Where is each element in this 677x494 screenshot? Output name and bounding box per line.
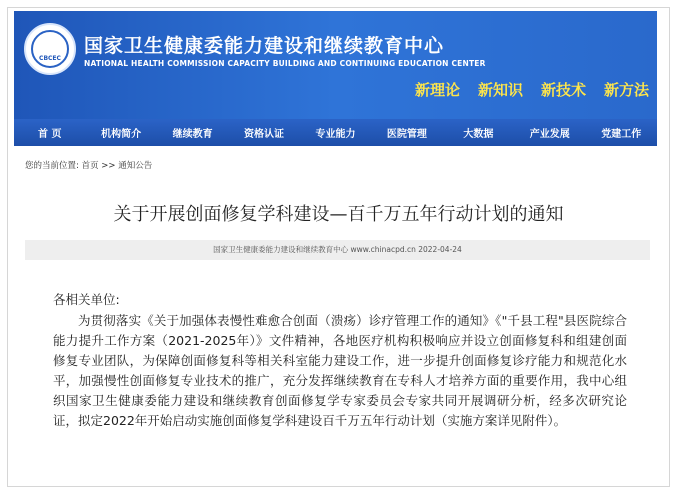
nav-item-continuing-education[interactable]: 继续教育 (172, 129, 213, 140)
breadcrumb-prefix: 您的当前位置: (25, 161, 79, 171)
article-title: 关于开展创面修复学科建设—百千万五年行动计划的通知 (113, 204, 564, 225)
slogan-method: 新方法 (603, 81, 649, 99)
breadcrumb-current-link[interactable]: 通知公告 (118, 161, 153, 171)
nav-item-home[interactable]: 首 页 (37, 129, 62, 140)
site-title-en: NATIONAL HEALTH COMMISSION CAPACITY BUILDING AND CONTINUING EDUCATION CENTER (84, 59, 486, 68)
nav-item-industry[interactable]: 产业发展 (529, 129, 570, 140)
main-nav (14, 119, 657, 146)
nav-item-professional-capacity[interactable]: 专业能力 (315, 129, 356, 140)
slogan-technology: 新技术 (540, 81, 586, 99)
nav-item-party-building[interactable]: 党建工作 (601, 129, 642, 140)
nav-item-hospital-management[interactable]: 医院管理 (386, 129, 427, 140)
logo-ring-icon (31, 30, 69, 68)
site-banner (14, 11, 657, 119)
slogan-knowledge: 新知识 (477, 81, 523, 99)
article-salutation: 各相关单位: (53, 292, 120, 307)
article-meta: 国家卫生健康委能力建设和继续教育中心 www.chinacpd.cn 2022-04-24 (25, 240, 650, 260)
logo-text: CBCEC (39, 55, 61, 62)
breadcrumb (25, 159, 152, 171)
nav-item-big-data[interactable]: 大数据 (463, 129, 494, 140)
breadcrumb-home-link[interactable]: 首页 (81, 161, 99, 171)
nav-item-about[interactable]: 机构简介 (101, 129, 142, 140)
slogan-group (415, 79, 649, 100)
site-title-cn: 国家卫生健康委能力建设和继续教育中心 (84, 35, 445, 57)
nav-item-certification[interactable]: 资格认证 (244, 129, 285, 140)
breadcrumb-separator: >> (101, 161, 116, 171)
site-logo[interactable] (24, 23, 76, 75)
slogan-theory: 新理论 (414, 81, 460, 99)
article-paragraph: 为贯彻落实《关于加强体表慢性难愈合创面（溃疡）诊疗管理工作的通知》《"千县工程"县医院综合能力提升工作方案（2021-2025年）》文件精神，各地医疗机构积极响应并设立创面修复科和组建创面修复专业团队，为保障创面修复科等相关科室能力建设工作，进一步提升创面修复诊疗能力和规范化水平，加强慢性创面修复专业技术的推广，充分发挥继续教育在专科人才培养方面的重要作用，我中心组织国家卫生健康委能力建设和继续教育创面修复学专家委员会专家共同开展调研分析，经多次研究论证，拟定2022年开始启动实施创面修复学科建设百千万五年行动计划（实施方案详见附件）。 (53, 313, 627, 428)
